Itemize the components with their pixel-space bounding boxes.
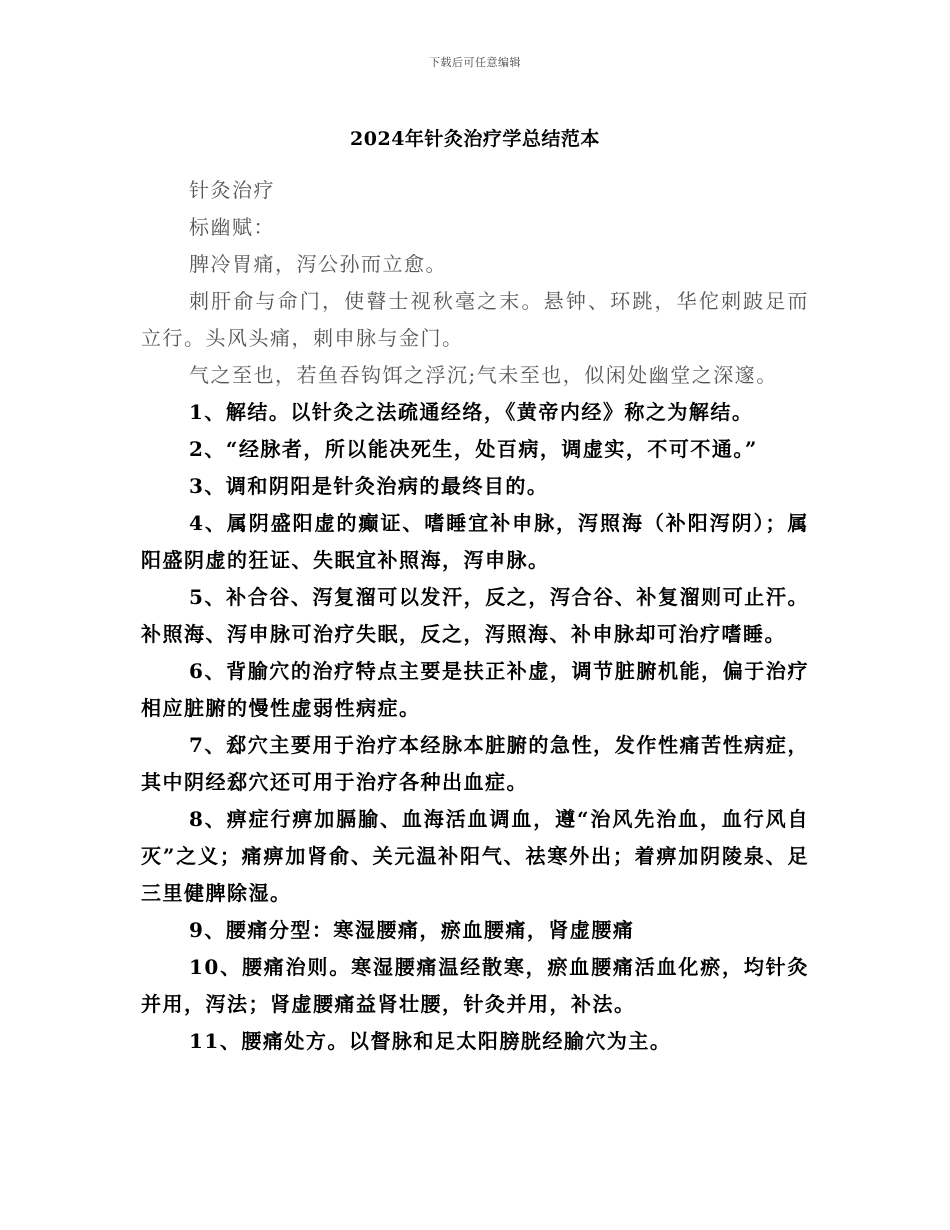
- paragraph: 10、腰痛治则。寒湿腰痛温经散寒，瘀血腰痛活血化瘀，均针灸并用，泻法；肾虚腰痛益肾壮腰，针灸并用，补法。: [141, 955, 809, 1016]
- paragraph: 3、调和阴阳是针灸治病的最终目的。: [189, 474, 549, 498]
- paragraph: 8、痹症行痹加膈腧、血海活血调血，遵“治风先治血，血行风自灭”之义；痛痹加肾俞、关元温补阳气、祛寒外出；着痹加阴陵泉、足三里健脾除湿。: [141, 807, 809, 905]
- page-header-note: 下载后可任意编辑: [429, 56, 521, 69]
- document-title: 2024年针灸治疗学总结范本: [350, 128, 600, 150]
- paragraph: 5、补合谷、泻复溜可以发汗，反之，泻合谷、补复溜则可止汗。补照海、泻申脉可治疗失眠，反之，泻照海、补申脉却可治疗嗜睡。: [141, 585, 809, 646]
- paragraph: 2、“经脉者，所以能决死生，处百病，调虚实，不可不通。”: [189, 437, 758, 461]
- paragraph: 针灸治疗: [189, 178, 275, 202]
- paragraph: 刺肝俞与命门，使瞽士视秋毫之末。悬钟、环跳，华佗刺跛足而立行。头风头痛，刺申脉与金门。: [141, 289, 809, 350]
- paragraph: 6、背腧穴的治疗特点主要是扶正补虚，调节脏腑机能，偏于治疗相应脏腑的慢性虚弱性病症。: [141, 659, 809, 720]
- paragraph: 脾冷胃痛，泻公孙而立愈。: [189, 252, 447, 276]
- paragraph: 标幽赋：: [189, 215, 275, 239]
- paragraph: 1、解结。以针灸之法疏通经络，《黄帝内经》称之为解结。: [189, 400, 754, 424]
- paragraph: 4、属阴盛阳虚的癫证、嗜睡宜补申脉，泻照海（补阳泻阴）；属阳盛阴虚的狂证、失眠宜补照海，泻申脉。: [141, 511, 809, 572]
- document-body: [141, 172, 809, 1060]
- paragraph: 7、郄穴主要用于治疗本经脉本脏腑的急性，发作性痛苦性病症，其中阴经郄穴还可用于治疗各种出血症。: [141, 733, 809, 794]
- paragraph: 9、腰痛分型：寒湿腰痛，瘀血腰痛，肾虚腰痛: [189, 918, 635, 942]
- paragraph: 11、腰痛处方。以督脉和足太阳膀胱经腧穴为主。: [189, 1029, 672, 1053]
- paragraph: 气之至也，若鱼吞钩饵之浮沉;气未至也，似闲处幽堂之深邃。: [189, 363, 778, 387]
